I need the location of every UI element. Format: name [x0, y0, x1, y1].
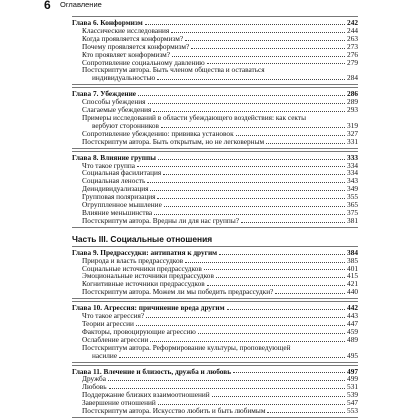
- toc-entry: Постскриптум автора. Быть открытым, но не легковерным 331: [82, 136, 358, 146]
- chapter-6-title: Глава 6. Конформизм 242: [72, 18, 358, 27]
- toc-entry: Любовь 531: [82, 382, 358, 392]
- chapter-9-block: [72, 246, 358, 299]
- toc-entry: Природа и власть предрассудков 385: [82, 255, 358, 265]
- toc-entry: Постскриптум автора. Можем ли мы победить предрассудки? 440: [82, 287, 358, 297]
- toc-entry: Сопротивление убеждению: прививка установок 327: [82, 128, 358, 138]
- toc-entry: Социальная фасилитация 334: [82, 168, 358, 178]
- page-number: 6: [44, 0, 51, 12]
- toc-entry: Слагаемые убеждения 293: [82, 105, 358, 115]
- chapter-8-block: [72, 151, 358, 228]
- toc-entry: Сопротивление социальному давлению 279: [82, 57, 358, 67]
- toc-entry-line1: Постскриптум автора. Быть членом общества и оставаться: [82, 65, 265, 75]
- chapter-11-block: [72, 365, 358, 418]
- toc-entry: Когнитивные источники предрассудков 421: [82, 279, 358, 289]
- chapter-7-title: Глава 7. Убеждение 286: [72, 89, 358, 99]
- toc-entry: Дружба 499: [82, 374, 358, 384]
- chapter-10-block: [72, 301, 358, 362]
- toc-entry: Социальные источники предрассудков 401: [82, 263, 358, 273]
- toc-entry: Постскриптум автора. Искусство любить и быть любимым 553: [82, 406, 358, 416]
- chapter-7-block: [72, 87, 358, 148]
- chapter-8-title: Глава 8. Влияние группы 333: [72, 152, 358, 162]
- toc-entry: Классические исследования 244: [82, 25, 358, 35]
- toc-entry-line1: Постскриптум автора. Реформирование культуры, проповедующей: [82, 342, 291, 352]
- toc-entry: Почему проявляется конформизм? 273: [82, 41, 358, 51]
- chapter-6-block: [72, 16, 358, 85]
- toc-entry: Что такое агрессия? 443: [82, 311, 358, 321]
- toc-entry: Способы убеждения 289: [82, 97, 358, 107]
- toc-entry: Деиндивидуализация 349: [82, 184, 358, 194]
- chapter-11-title: Глава 11. Влечение и близость, дружба и любовь 497: [72, 366, 358, 376]
- toc-entry: Групповая поляризация 355: [82, 192, 358, 202]
- toc-entry: насилие 495: [92, 350, 358, 360]
- toc-entry: вербуют сторонников 319: [92, 120, 358, 130]
- toc-entry: Теории агрессии 447: [82, 319, 358, 328]
- chapter-10-title: Глава 10. Агрессия: причинение вреда другим 442: [72, 303, 358, 313]
- page-header: [0, 0, 420, 12]
- toc-entry: Огруппленное мышление 365: [82, 200, 358, 210]
- toc-entry: Эмоциональные источники предрассудков 415: [82, 271, 358, 281]
- toc-entry-line1: Примеры исследований в области убеждающего воздействия: как секты: [82, 112, 306, 122]
- toc-entry: Факторы, провоцирующие агрессию 459: [82, 326, 358, 336]
- toc-entry: Ослабление агрессии 489: [82, 334, 358, 344]
- table-of-contents: [72, 16, 358, 420]
- part-3-heading: Часть III. Социальные отношения: [72, 233, 213, 244]
- toc-entry: Что такое группа 334: [82, 160, 358, 170]
- toc-entry: Социальная леность 343: [82, 176, 358, 186]
- toc-entry: Влияние меньшинства 375: [82, 207, 358, 217]
- toc-entry: индивидуальностью 284: [92, 73, 358, 83]
- toc-entry: Завершение отношений 547: [82, 398, 358, 408]
- chapter-9-title: Глава 9. Предрассудки: антипатия к другим 384: [72, 247, 358, 257]
- toc-entry: Поддержание близких взаимоотношений 539: [82, 390, 358, 400]
- running-title: Оглавление: [60, 0, 102, 9]
- toc-entry: Постскриптум автора. Вредны ли для нас группы? 381: [82, 215, 358, 225]
- toc-entry: Кто проявляет конформизм? 276: [82, 49, 358, 59]
- toc-entry: Когда проявляется конформизм? 263: [82, 33, 358, 43]
